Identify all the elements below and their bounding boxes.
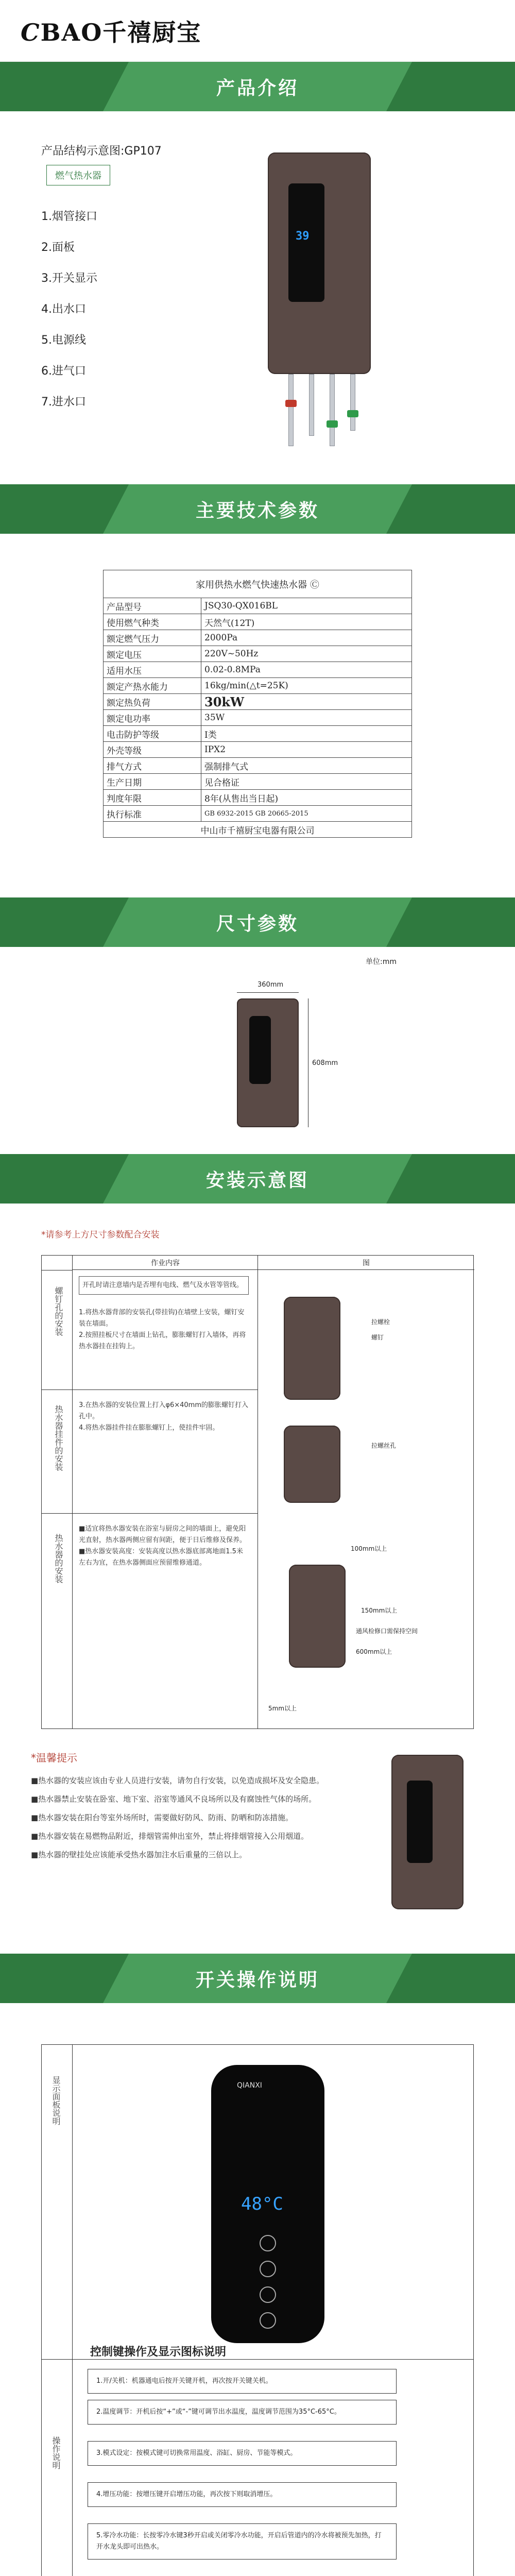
power-button-icon — [260, 2235, 276, 2251]
section-header-size — [0, 897, 515, 947]
control-block: 2.温度调节：开机后按“+”或“-”键可调节出水温度，温度调节范围为35°C-65°C。 — [88, 2400, 397, 2425]
list-item: ■热水器禁止安装在卧室、地下室、浴室等通风不良场所以及有腐蚀性气体的场所。 — [31, 1794, 317, 1804]
control-title: 控制键操作及显示图标说明 — [90, 2346, 227, 2359]
list-item: 1.烟管接口 — [41, 210, 97, 223]
list-item: 3.开关显示 — [41, 272, 97, 285]
figure-label: 拉螺栓 — [371, 1318, 390, 1326]
spec-section — [0, 534, 515, 897]
figure-label: 100mm以上 — [351, 1545, 387, 1552]
width-dimension-line — [237, 992, 299, 993]
figure-label: 150mm以上 — [361, 1607, 398, 1614]
figure-label: 600mm以上 — [356, 1648, 392, 1655]
section-title: 主要技术参数 — [195, 500, 319, 521]
section-header-intro — [0, 62, 515, 111]
list-item: ■热水器安装在易燃物品附近，排烟管需伸出室外，禁止将排烟管接入公用烟道。 — [31, 1832, 309, 1841]
table-row: 排气方式 强制排气式 — [104, 758, 412, 774]
install-table — [41, 1255, 474, 1729]
minus-button-icon — [260, 2286, 276, 2303]
operation-section — [0, 2003, 515, 2576]
section-title: 产品介绍 — [216, 77, 299, 99]
panel-logo: QIANXI — [237, 2081, 262, 2090]
product-tag: 燃气热水器 — [46, 165, 110, 185]
heater-image — [391, 1755, 464, 1909]
heater-image — [237, 998, 299, 1127]
parts-list — [41, 201, 97, 418]
list-item: 6.进气口 — [41, 365, 86, 378]
row-text: 3.在热水器的安装位置上打入φ6×40mm的膨胀螺钉打入孔中。 4.将热水器挂件挂在膨胀螺钉上，使挂件牢固。 — [79, 1401, 249, 1432]
product-intro — [0, 111, 515, 484]
warning-box: 开孔时请注意墙内是否埋有电线、燃气及水管等管线。 — [79, 1276, 249, 1295]
table-row: 外壳等级 IPX2 — [104, 742, 412, 758]
plus-button-icon — [260, 2261, 276, 2277]
side-label: 操作说明 — [51, 2436, 61, 2469]
table-header: 图 — [258, 1256, 474, 1270]
table-row: 生产日期 见合格证 — [104, 774, 412, 790]
heater-display: 39 — [296, 230, 310, 243]
panel-display: 48°C — [241, 2194, 283, 2214]
size-section — [0, 947, 515, 1154]
section-header-operation — [0, 1954, 515, 2003]
spec-title: 家用供热水燃气快速热水器 Ⓒ — [104, 570, 412, 598]
list-item: ■热水器的安装应该由专业人员进行安装，请勿自行安装，以免造成损坏及安全隐患。 — [31, 1776, 324, 1785]
table-row: 额定产热水能力 16kg/min(△t=25K) — [104, 678, 412, 694]
control-block: 4.增压功能：按增压键开启增压功能，再次按下则取消增压。 — [88, 2482, 397, 2507]
row-text: 1.将热水器背部的安装孔(带挂钩)在墙壁上安装，螺钉安装在墙面。 2.按照挂板尺寸在墙面上钻孔，膨胀螺钉打入墙体，再将热水器挂在挂钩上。 — [79, 1309, 246, 1350]
heater-image — [268, 152, 371, 374]
list-item: ■热水器安装在阳台等室外场所时，需要做好防风、防雨、防晒和防冻措施。 — [31, 1813, 294, 1822]
control-block: 3.模式设定：按模式键可切换常用温度、浴缸、厨房、节能等模式。 — [88, 2441, 397, 2466]
table-row: 产品型号 JSQ30-QX016BL — [104, 598, 412, 614]
install-section — [0, 1204, 515, 1954]
brand-logo: CBAO千禧厨宝 — [21, 18, 202, 46]
width-label: 360mm — [258, 981, 284, 989]
valve-icon — [285, 400, 297, 407]
mode-button-icon — [260, 2312, 276, 2329]
model-label: 产品结构示意图:GP107 — [41, 145, 162, 158]
figure-label: 通风检修口需保持空间 — [356, 1628, 418, 1635]
unit-label: 单位:mm — [366, 958, 397, 966]
row-label: 热水器的安装 — [54, 1534, 63, 1583]
row-label: 热水器挂件的安装 — [54, 1405, 63, 1471]
table-row: 使用燃气种类 天然气(12T) — [104, 614, 412, 630]
section-header-install — [0, 1154, 515, 1204]
side-label: 显示面板说明 — [51, 2076, 61, 2125]
figure-label: 5mm以上 — [268, 1705, 297, 1712]
table-header: 作业内容 — [73, 1256, 258, 1270]
table-row: 执行标准 GB 6932-2015 GB 20665-2015 — [104, 806, 412, 822]
spec-table — [103, 570, 412, 838]
figure-label: 拉螺丝孔 — [371, 1442, 397, 1449]
figure-label: 螺钉 — [371, 1334, 384, 1341]
table-row: 电击防护等级 I类 — [104, 726, 412, 742]
row-text: ■适宜将热水器安装在浴室与厨房之间的墙面上，避免阳光直射，热水器两侧应留有间距，便于日后维修及保养。 ■热水器安装高度：安装高度以热水器底部离地面1.5米左右为宜，在热水器侧面应预留维修通道。 — [79, 1525, 247, 1567]
table-row: 适用水压 0.02-0.8MPa — [104, 662, 412, 678]
table-row: 额定电压 220V~50Hz — [104, 646, 412, 662]
height-label: 608mm — [312, 1059, 338, 1067]
heater-image — [284, 1297, 340, 1400]
control-block: 5.零冷水功能：长按零冷水键3秒开启或关闭零冷水功能，开启后管道内的冷水将被预先加热，打开水龙头即可出热水。 — [88, 2523, 397, 2560]
install-note: *请参考上方尺寸参数配合安装 — [41, 1230, 160, 1240]
heater-image — [284, 1426, 340, 1503]
section-header-specs — [0, 484, 515, 534]
control-block: 1.开/关机：机器通电后按开关键开机，再次按开关键关机。 — [88, 2369, 397, 2394]
list-item: ■热水器的壁挂处应该能承受热水器加注水后重量的三倍以上。 — [31, 1850, 247, 1859]
valve-icon — [327, 420, 338, 428]
section-title: 开关操作说明 — [195, 1969, 319, 1991]
list-item: 7.进水口 — [41, 396, 86, 409]
section-title: 安装示意图 — [205, 1170, 309, 1191]
control-panel-image — [211, 2065, 324, 2343]
table-row: 判度年限 8年(从售出当日起) — [104, 790, 412, 806]
list-item: 4.出水口 — [41, 303, 86, 316]
table-row: 额定电功率 35W — [104, 710, 412, 726]
row-label: 螺钉孔的安装 — [54, 1286, 63, 1336]
warm-tips-title: *温馨提示 — [31, 1752, 77, 1764]
ccc-icon: Ⓒ — [310, 579, 319, 590]
brand-header — [0, 0, 515, 62]
manufacturer: 中山市千禧厨宝电器有限公司 — [104, 822, 412, 838]
list-item: 2.面板 — [41, 241, 75, 254]
heater-image — [289, 1565, 346, 1668]
valve-icon — [347, 410, 358, 417]
section-title: 尺寸参数 — [216, 913, 299, 935]
table-row: 额定热负荷 30kW — [104, 694, 412, 710]
list-item: 5.电源线 — [41, 334, 86, 347]
table-row: 额定燃气压力 2000Pa — [104, 630, 412, 646]
